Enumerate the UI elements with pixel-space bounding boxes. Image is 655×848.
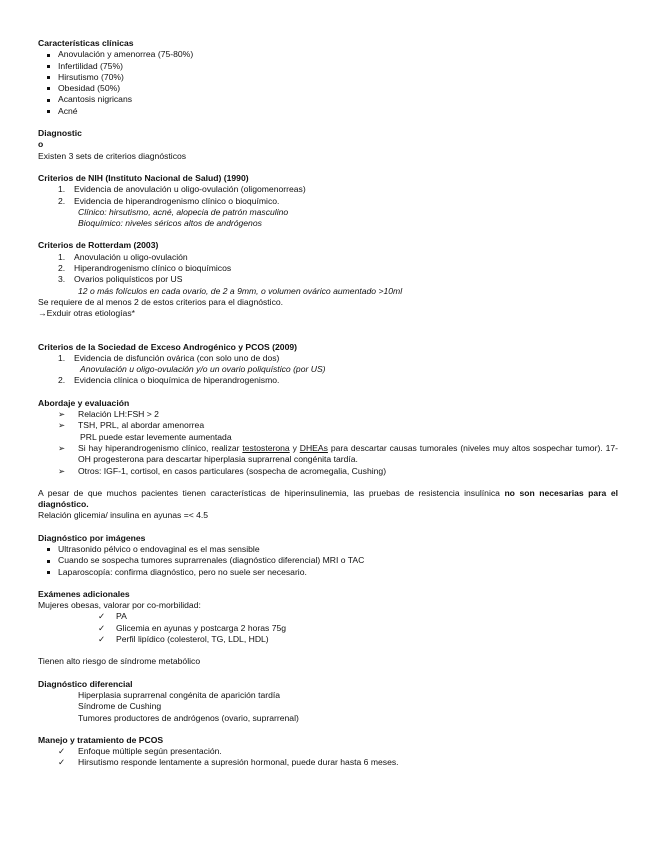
bullet-square-icon [38, 106, 58, 117]
list-item-text: Anovulación y amenorrea (75-80%) [58, 49, 194, 60]
checkmark-icon: ✓ [98, 611, 106, 622]
list-item [38, 746, 618, 757]
section-title-abordaje: Abordaje y evaluación [38, 397, 130, 408]
list-item-text: para descartar causas tumorales (niveles muy altos sospechar tumor). 17-OH progesterona para descartar hiperplasia suprarrenal congénita tardía. [78, 442, 618, 465]
list-item [38, 184, 618, 195]
list-item [38, 757, 618, 768]
arrowhead-bullet-icon: ➢ [58, 409, 66, 420]
list-number: 1. [58, 352, 66, 363]
list-item [38, 49, 618, 60]
rotterdam-excluir [38, 308, 618, 319]
section-title-clinicas: Características clínicas [38, 38, 134, 48]
diagnostico-text: Existen 3 sets de criterios diagnósticos [38, 150, 187, 161]
arrowhead-bullet-icon: ➢ [58, 442, 66, 453]
section-title-diagnostico: Diagnostic [38, 128, 82, 139]
section-title-diferencial: Diagnóstico diferencial [38, 678, 133, 689]
testosterona-link: testosterona [242, 442, 290, 453]
bullet-square-icon [38, 83, 58, 94]
list-item [38, 409, 618, 420]
bullet-square-icon [38, 567, 58, 578]
list-item [38, 274, 618, 285]
list-number: 1. [58, 251, 66, 262]
insulina-text: A pesar de que muchos pacientes tienen características de hiperinsulinemia, las pruebas de resistencia insulínica [38, 487, 505, 498]
list-item-text: Ovarios poliquísticos por US [74, 274, 183, 285]
insulina-relacion: Relación glicemia/ insulina en ayunas =< 4.5 [38, 510, 209, 521]
list-item [38, 353, 618, 364]
list-item [38, 611, 618, 622]
list-item [38, 61, 618, 72]
checkmark-icon: ✓ [98, 622, 106, 633]
section-title-rotterdam: Criterios de Rotterdam (2003) [38, 240, 159, 251]
list-number: 2. [58, 263, 66, 274]
list-item-text: Ultrasonido pélvico o endovaginal es el mas sensible [58, 543, 260, 554]
metabolico-text: Tienen alto riesgo de síndrome metabólico [38, 656, 201, 667]
section-title-imagenes: Diagnóstico por imágenes [38, 532, 146, 543]
arrow-right-icon: → [38, 308, 47, 319]
list-number: 1. [58, 184, 66, 195]
list-item-text: Hiperandrogenismo clínico o bioquímicos [74, 263, 232, 274]
list-item: Hiperplasia suprarrenal congénita de aparición tardía [78, 689, 281, 700]
checkmark-icon: ✓ [98, 634, 106, 645]
rotterdam-requiere: Se requiere de al menos 2 de estos criterios para el diagnóstico. [38, 296, 284, 307]
list-item-text: Obesidad (50%) [58, 83, 121, 94]
list-item-text: Evidencia de hiperandrogenismo clínico o bioquímico. [74, 195, 280, 206]
list-item-text: Infertilidad (75%) [58, 60, 123, 71]
list-item [38, 196, 618, 207]
bullet-square-icon [38, 72, 58, 83]
examenes-intro: Mujeres obesas, valorar por co-morbilidad: [38, 600, 201, 611]
list-item-text: Otros: IGF-1, cortisol, en casos particulares (sospecha de acromegalia, Cushing) [78, 465, 387, 476]
list-item [38, 252, 618, 263]
list-item-text: Perfil lipídico (colesterol, TG, LDL, HDL) [116, 634, 269, 645]
list-item [38, 72, 618, 83]
list-item-text: Glicemia en ayunas y postcarga 2 horas 75g [116, 622, 287, 633]
list-number: 2. [58, 375, 66, 386]
list-item [38, 420, 618, 431]
list-item-text: PA [116, 611, 127, 622]
insulina-paragraph [38, 488, 618, 511]
bullet-square-icon [38, 49, 58, 60]
nih-bioquimico-note: Bioquímico: niveles séricos altos de andrógenos [78, 218, 262, 229]
list-item [38, 466, 618, 477]
section-title-sociedad: Criterios de la Sociedad de Exceso Androgénico y PCOS (2009) [38, 341, 298, 352]
list-item [38, 555, 618, 566]
list-item-text: TSH, PRL, al abordar amenorrea [78, 420, 205, 431]
list-item-text: Laparoscopía: confirma diagnóstico, pero no suele ser necesario. [58, 566, 307, 577]
bullet-square-icon [38, 544, 58, 555]
list-item [38, 94, 618, 105]
list-number: 3. [58, 274, 66, 285]
document-page [38, 38, 618, 769]
list-item [38, 83, 618, 94]
list-item [38, 634, 618, 645]
list-item-text: Hirsutismo (70%) [58, 71, 124, 82]
list-item: Tumores productores de andrógenos (ovario, suprarrenal) [78, 712, 299, 723]
list-item-text: y [289, 442, 300, 453]
list-item-text: Acné [58, 105, 78, 116]
checkmark-icon: ✓ [58, 757, 66, 768]
bullet-square-icon [38, 61, 58, 72]
list-item [38, 443, 618, 466]
list-item-text: Hirsutismo responde lentamente a supresión hormonal, puede durar hasta 6 meses. [78, 757, 399, 768]
list-item-text: Acantosis nigricans [58, 94, 133, 105]
sociedad-note: Anovulación u oligo-ovulación y/o un ovario poliquístico (por US) [80, 364, 326, 375]
bullet-square-icon [38, 555, 58, 566]
list-item-text: Relación LH:FSH > 2 [78, 409, 159, 420]
section-title-nih: Criterios de NIH (Instituto Nacional de Salud) (1990) [38, 172, 249, 183]
list-item-text: Evidencia clínica o bioquímica de hiperandrogenismo. [74, 375, 280, 386]
list-item-text: Evidencia de disfunción ovárica (con solo uno de dos) [74, 352, 280, 363]
arrowhead-bullet-icon: ➢ [58, 420, 66, 431]
section-title-examenes: Exámenes adicionales [38, 588, 130, 599]
section-title-diagnostico-wrap: o [38, 139, 44, 150]
list-item [38, 567, 618, 578]
list-item [38, 544, 618, 555]
list-item: Síndrome de Cushing [78, 701, 162, 712]
checkmark-icon: ✓ [58, 746, 66, 757]
list-item [38, 375, 618, 386]
list-item-text: Enfoque múltiple según presentación. [78, 746, 222, 757]
list-item-text: Si hay hiperandrogenismo clínico, realizar [78, 442, 243, 453]
dheas-link: DHEAs [299, 442, 328, 453]
list-item [38, 106, 618, 117]
list-item-text: Anovulación u oligo-ovulación [74, 251, 188, 262]
rotterdam-note: 12 o más folículos en cada ovario, de 2 a 9mm, o volumen ovárico aumentado >10ml [78, 285, 403, 296]
list-item [38, 623, 618, 634]
bullet-square-icon [38, 94, 58, 105]
list-item-text: Evidencia de anovulación u oligo-ovulación (oligomenorreas) [74, 184, 306, 195]
section-title-manejo: Manejo y tratamiento de PCOS [38, 734, 164, 745]
insulina-text-bold: no son necesarias para el diagnóstico. [38, 487, 618, 510]
list-number: 2. [58, 195, 66, 206]
nih-clinico-note: Clínico: hirsutismo, acné, alopecia de patrón masculino [78, 206, 289, 217]
list-item-text: Cuando se sospecha tumores suprarrenales (diagnóstico diferencial) MRI o TAC [58, 555, 365, 566]
arrowhead-bullet-icon: ➢ [58, 465, 66, 476]
abordaje-prl-note: PRL puede estar levemente aumentada [80, 431, 232, 442]
excluir-text: Exduir otras etiologías* [46, 308, 135, 319]
list-item [38, 263, 618, 274]
